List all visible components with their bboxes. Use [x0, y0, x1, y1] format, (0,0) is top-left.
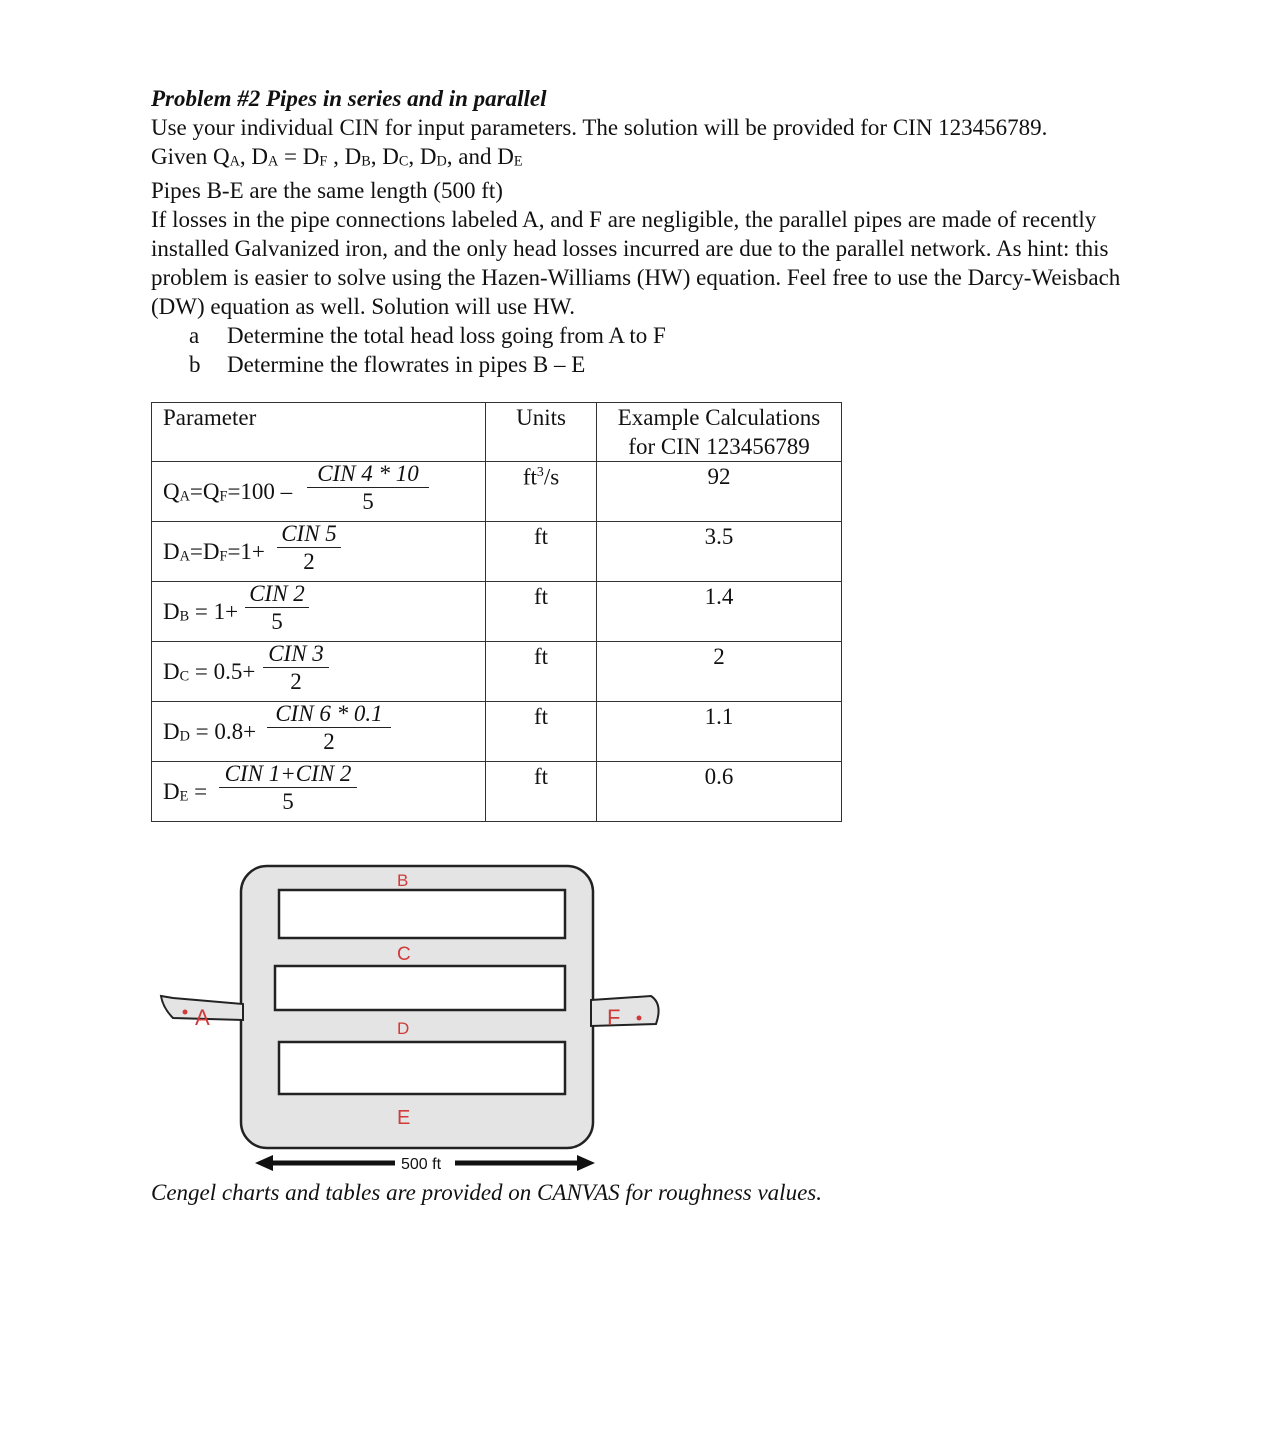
units-value: ft [533, 644, 549, 669]
problem-text [151, 84, 1151, 379]
lhs-text: = 0.5+ [189, 659, 256, 684]
example-cell [597, 702, 842, 762]
formula-lhs [163, 719, 256, 745]
length-label: 500 ft [401, 1156, 442, 1173]
outlet-pipe [591, 996, 659, 1026]
node-f-dot [637, 1016, 642, 1021]
formula [163, 522, 485, 580]
pipe-label-b: B [397, 871, 409, 890]
fraction-numerator: CIN 4 * 10 [307, 461, 429, 488]
given-text: , D [370, 144, 399, 169]
example-value: 0.6 [704, 764, 734, 789]
given-text: , D [327, 144, 362, 169]
node-label-f: F [607, 1005, 621, 1030]
formula-fraction [267, 701, 391, 756]
list-text: Determine the flowrates in pipes B – E [227, 352, 586, 378]
fraction-numerator: CIN 2 [245, 581, 309, 608]
example-cell [597, 582, 842, 642]
lhs-text: = 1+ [189, 599, 239, 624]
example-value: 1.4 [704, 584, 734, 609]
units-cell [486, 702, 597, 762]
list-item [189, 321, 1151, 350]
units-cell [486, 462, 597, 522]
example-cell [597, 522, 842, 582]
fraction-denominator: 2 [303, 549, 315, 574]
example-cell [597, 462, 842, 522]
example-cell [597, 762, 842, 822]
fraction-numerator: CIN 5 [277, 521, 341, 548]
table-row [152, 642, 842, 702]
header-text: for CIN 123456789 [628, 434, 810, 459]
formula [163, 462, 485, 520]
lhs-text: =D [189, 539, 220, 564]
example-cell [597, 642, 842, 702]
table-row [152, 582, 842, 642]
formula-fraction [307, 461, 429, 516]
header-parameter [152, 403, 486, 462]
header-units [486, 403, 597, 462]
lhs-sub: D [179, 728, 190, 745]
pipe-network-sketch [151, 848, 711, 1178]
units-cell [486, 762, 597, 822]
units-cell [486, 642, 597, 702]
pipe-label-e: E [397, 1107, 411, 1129]
lhs-sub: E [179, 788, 189, 805]
table-row [152, 522, 842, 582]
problem-paragraph: If losses in the pipe connections labeled A, and F are negligible, the parallel pipes are made of recently installed Galvanized iron, and the only head losses incurred are due to the parallel network. As hint: this problem is easier to solve using the Hazen-Williams (HW) equation. Feel free to use the Darcy-Weisbach (DW) equation as well. Solution will use HW. [151, 207, 1121, 320]
units-value: ft [533, 584, 549, 609]
example-value: 2 [713, 644, 725, 669]
lhs-text: =Q [189, 479, 220, 504]
list-marker: b [189, 352, 201, 378]
fraction-denominator: 5 [282, 789, 294, 814]
units-sup: 3 [536, 464, 544, 479]
units-text: /s [543, 464, 560, 490]
units-cell [486, 522, 597, 582]
pipe-d-e-gap [279, 1042, 565, 1094]
formula-lhs [163, 539, 265, 565]
lhs-text: =100 – [227, 479, 293, 504]
table-row [152, 762, 842, 822]
lhs-text: D [163, 539, 180, 564]
units-cell [486, 582, 597, 642]
lhs-sub: F [219, 548, 228, 565]
formula-cell [152, 702, 486, 762]
pipe-label-d: D [397, 1019, 410, 1038]
table-row [152, 702, 842, 762]
problem-length-line: Pipes B-E are the same length (500 ft) [151, 178, 503, 204]
formula-fraction [245, 581, 309, 636]
lhs-text: = 0.8+ [189, 719, 257, 744]
pipe-network-diagram [151, 848, 711, 1178]
formula-cell [152, 642, 486, 702]
units-text: ft [522, 464, 537, 490]
fraction-denominator: 5 [362, 489, 374, 514]
list-marker: a [189, 323, 200, 349]
fraction-denominator: 2 [323, 729, 335, 754]
caption: Cengel charts and tables are provided on CANVAS for roughness values. [151, 1180, 822, 1205]
parameter-table [151, 402, 842, 822]
header-text: Parameter [163, 405, 257, 430]
pipe-b-c-gap [279, 890, 565, 938]
fraction-denominator: 2 [290, 669, 302, 694]
problem-title: Problem #2 Pipes in series and in parallel [151, 86, 547, 111]
given-text: = D [278, 144, 320, 169]
given-sub: D [436, 153, 447, 170]
lhs-text: = [188, 779, 208, 804]
lhs-text: Q [163, 479, 180, 504]
example-value: 1.1 [704, 704, 734, 729]
list-text: Determine the total head loss going from A to F [227, 323, 666, 349]
arrow-left-head [255, 1155, 273, 1171]
given-sub: F [319, 153, 328, 170]
formula-fraction [263, 641, 329, 696]
formula-lhs [163, 659, 255, 685]
lhs-sub: C [179, 668, 190, 685]
given-text: , D [408, 144, 437, 169]
lhs-text: D [163, 719, 180, 744]
given-sub: A [268, 153, 279, 170]
list-item [189, 350, 1151, 379]
given-text: Given Q [151, 144, 230, 169]
lhs-text: D [163, 599, 180, 624]
arrow-right-head [577, 1155, 595, 1171]
example-value: 3.5 [704, 524, 734, 549]
units-value: ft [533, 524, 549, 549]
units-value: ft [533, 704, 549, 729]
formula-fraction [277, 521, 341, 576]
task-list [189, 321, 1151, 379]
pipe-c-d-gap [275, 966, 565, 1010]
header-text: Units [516, 405, 566, 430]
lhs-sub: F [219, 488, 228, 505]
lhs-sub: A [179, 488, 190, 505]
formula-cell [152, 462, 486, 522]
given-sub: C [398, 153, 409, 170]
example-value: 92 [707, 464, 731, 489]
formula-lhs [163, 599, 238, 625]
header-example [597, 403, 842, 462]
given-text: , and D [446, 144, 514, 169]
formula [163, 582, 485, 640]
given-sub: E [513, 153, 523, 170]
formula-cell [152, 522, 486, 582]
node-label-a: A [195, 1005, 210, 1030]
given-sub: B [361, 153, 371, 170]
formula [163, 642, 485, 700]
formula-cell [152, 762, 486, 822]
fraction-numerator: CIN 3 [263, 641, 329, 668]
given-text: , D [239, 144, 268, 169]
formula-cell [152, 582, 486, 642]
pipe-label-c: C [397, 944, 411, 965]
fraction-denominator: 5 [271, 609, 283, 634]
problem-given-line [151, 142, 1151, 176]
lhs-text: D [163, 779, 180, 804]
fraction-numerator: CIN 6 * 0.1 [267, 701, 391, 728]
table-row [152, 462, 842, 522]
given-sub: A [229, 153, 240, 170]
node-a-dot [183, 1010, 188, 1015]
lhs-sub: A [179, 548, 190, 565]
formula-lhs [163, 779, 207, 805]
lhs-sub: B [179, 608, 190, 625]
formula-fraction [219, 761, 357, 816]
formula [163, 762, 485, 820]
units-value [486, 462, 596, 491]
table-header-row [152, 403, 842, 462]
lhs-text: =1+ [227, 539, 265, 564]
header-text: Example Calculations [617, 405, 821, 430]
fraction-numerator: CIN 1+CIN 2 [219, 761, 357, 788]
units-value: ft [533, 764, 549, 789]
formula [163, 702, 485, 760]
lhs-text: D [163, 659, 180, 684]
formula-lhs [163, 479, 292, 505]
problem-line-cin: Use your individual CIN for input parameters. The solution will be provided for CIN 123456789. [151, 115, 1048, 140]
